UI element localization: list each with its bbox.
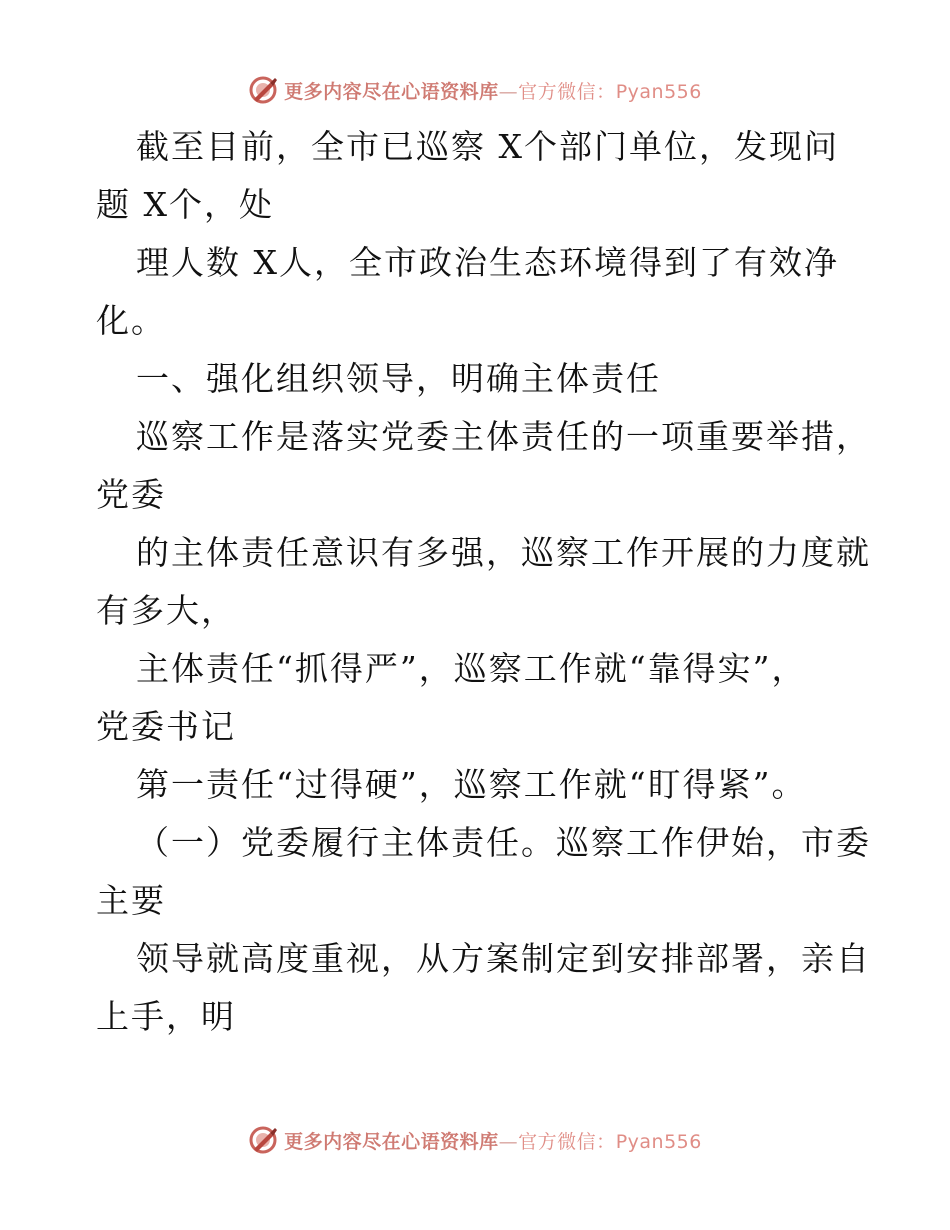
header-dash: —	[498, 80, 519, 103]
header-wechat-label: 官方微信：	[518, 80, 616, 103]
body-line: 领导就高度重视，从方案制定到安排部署，亲自	[136, 939, 871, 978]
body-line: 第一责任“过得硬”，巡察工作就“盯得紧”。	[136, 765, 807, 804]
body-line: 巡察工作是落实党委主体责任的一项重要举措，	[136, 417, 871, 456]
body-line: 党委	[96, 475, 166, 514]
header-banner-text	[284, 77, 702, 104]
header-wechat-id: Pyan556	[615, 80, 702, 103]
pen-logo-icon	[248, 1125, 278, 1155]
footer-dash: —	[498, 1130, 519, 1153]
header-banner	[0, 70, 950, 110]
body-line: 化。	[96, 301, 166, 340]
body-line: 主要	[96, 881, 166, 920]
pen-logo-icon	[248, 75, 278, 105]
footer-wechat-label: 官方微信：	[518, 1130, 616, 1153]
body-line: 主体责任“抓得严”，巡察工作就“靠得实”，	[136, 649, 807, 688]
header-brand: 更多内容尽在心语资料库	[284, 80, 499, 103]
body-line: （一）党委履行主体责任。巡察工作伊始，市委	[136, 823, 871, 862]
body-line: 截至目前，全市已巡察 X个部门单位，发现问	[136, 127, 839, 166]
body-line: 党委书记	[96, 707, 236, 746]
body-line: 的主体责任意识有多强，巡察工作开展的力度就	[136, 533, 871, 572]
body-line: 理人数 X人，全市政治生态环境得到了有效净	[136, 243, 839, 282]
footer-banner	[0, 1120, 950, 1160]
body-line: 有多大，	[96, 591, 236, 630]
footer-brand: 更多内容尽在心语资料库	[284, 1130, 499, 1153]
footer-banner-text	[284, 1127, 702, 1154]
document-body	[96, 118, 876, 1046]
footer-wechat-id: Pyan556	[615, 1130, 702, 1153]
body-line: 上手，明	[96, 997, 236, 1036]
body-line: 一、强化组织领导，明确主体责任	[136, 359, 661, 398]
body-line: 题 X个，处	[96, 185, 274, 224]
